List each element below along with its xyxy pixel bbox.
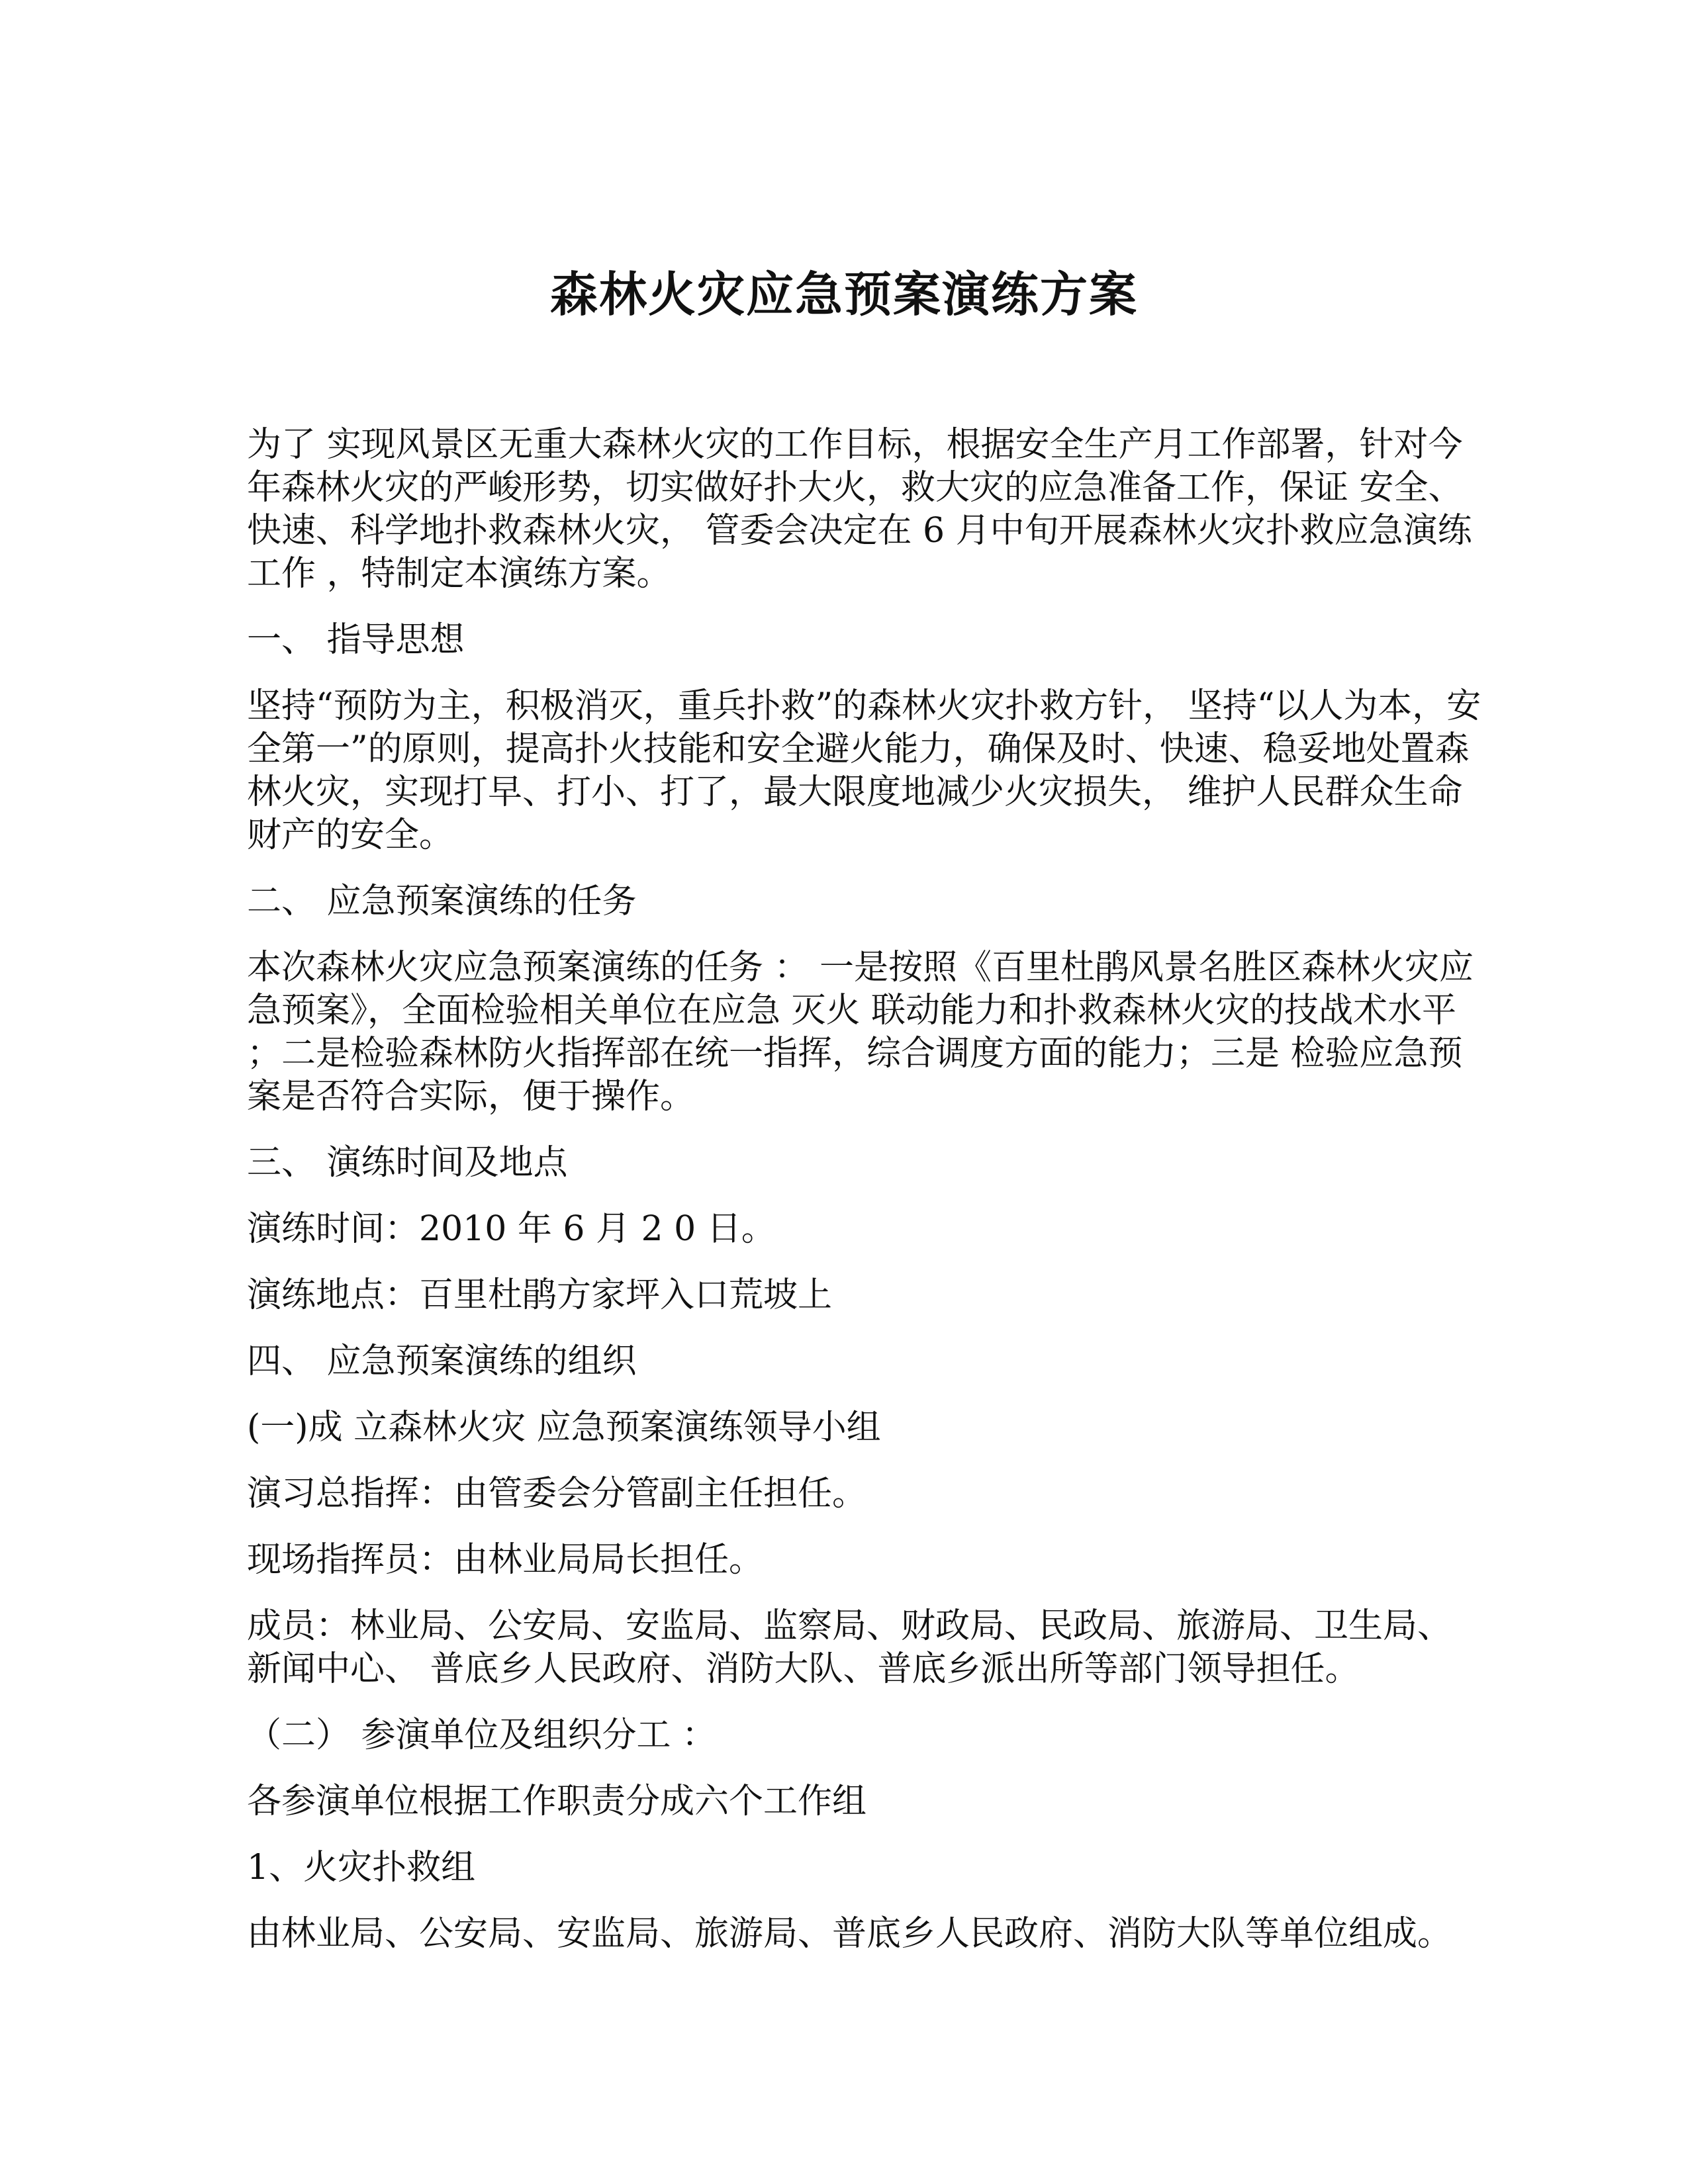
document-title: 森林火灾应急预案演练方案 [549, 266, 1138, 322]
drill-time: 演练时间：2010 年 6 月 2 0 日。 [247, 1209, 776, 1249]
subsection-1-heading: (一)成 立森林火灾 应急预案演练领导小组 [247, 1408, 881, 1447]
paragraph-line: 快速、科学地扑救森林火灾， 管委会决定在 6 月中旬开展森林火灾扑救应急演练 [247, 511, 1472, 551]
paragraph-line: 成员：林业局、公安局、安监局、监察局、财政局、民政局、旅游局、卫生局、 [247, 1606, 1452, 1646]
paragraph-line: 急预案》，全面检验相关单位在应急 灭火 联动能力和扑救森林火灾的技战术水平 [247, 991, 1457, 1030]
commander-line: 演习总指挥：由管委会分管副主任担任。 [247, 1474, 867, 1514]
paragraph-line: 年森林火灾的严峻形势，切实做好扑大火，救大灾的应急准备工作，保证 安全、 [247, 468, 1463, 508]
paragraph-line: 为了 实现风景区无重大森林火灾的工作目标，根据安全生产月工作部署，针对今 [247, 425, 1463, 465]
paragraph-line: 新闻中心、 普底乡人民政府、消防大队、普底乡派出所等部门领导担任。 [247, 1649, 1360, 1689]
intro-paragraph [247, 424, 1472, 596]
section-4-heading: 四、 应急预案演练的组织 [247, 1342, 637, 1381]
paragraph-line: 林火灾，实现打早、打小、打了，最大限度地减少火灾损失， 维护人民群众生命 [247, 772, 1463, 812]
groups-intro: 各参演单位根据工作职责分成六个工作组 [247, 1782, 867, 1821]
paragraph-line: ；二是检验森林防火指挥部在统一指挥，综合调度方面的能力；三是 检验应急预 [247, 1034, 1463, 1073]
group-1-body: 由林业局、公安局、安监局、旅游局、普底乡人民政府、消防大队等单位组成。 [247, 1914, 1452, 1954]
paragraph-line: 财产的安全。 [247, 815, 454, 855]
paragraph-line: 本次森林火灾应急预案演练的任务 ： 一是按照《百里杜鹃风景名胜区森林火灾应 [247, 948, 1474, 987]
members-paragraph [247, 1605, 1452, 1691]
subsection-2-heading: （二） 参演单位及组织分工 ： [247, 1715, 717, 1755]
section-2-paragraph [247, 946, 1474, 1118]
paragraph-line: 工作 ，特制定本演练方案。 [247, 554, 671, 594]
paragraph-line: 坚持“预防为主，积极消灭，重兵扑救”的森林火灾扑救方针， 坚持“以人为本，安 [247, 686, 1481, 726]
section-1-heading: 一、 指导思想 [247, 620, 465, 660]
group-1-heading: 1、火灾扑救组 [247, 1848, 476, 1888]
section-2-heading: 二、 应急预案演练的任务 [247, 882, 637, 921]
field-commander-line: 现场指挥员：由林业局局长担任。 [247, 1540, 764, 1580]
drill-place: 演练地点：百里杜鹃方家坪入口荒坡上 [247, 1275, 833, 1315]
section-3-heading: 三、 演练时间及地点 [247, 1143, 568, 1183]
paragraph-line: 案是否符合实际，便于操作。 [247, 1077, 695, 1116]
paragraph-line: 全第一”的原则，提高扑火技能和安全避火能力，确保及时、快速、稳妥地处置森 [247, 729, 1470, 769]
section-1-paragraph [247, 685, 1481, 857]
